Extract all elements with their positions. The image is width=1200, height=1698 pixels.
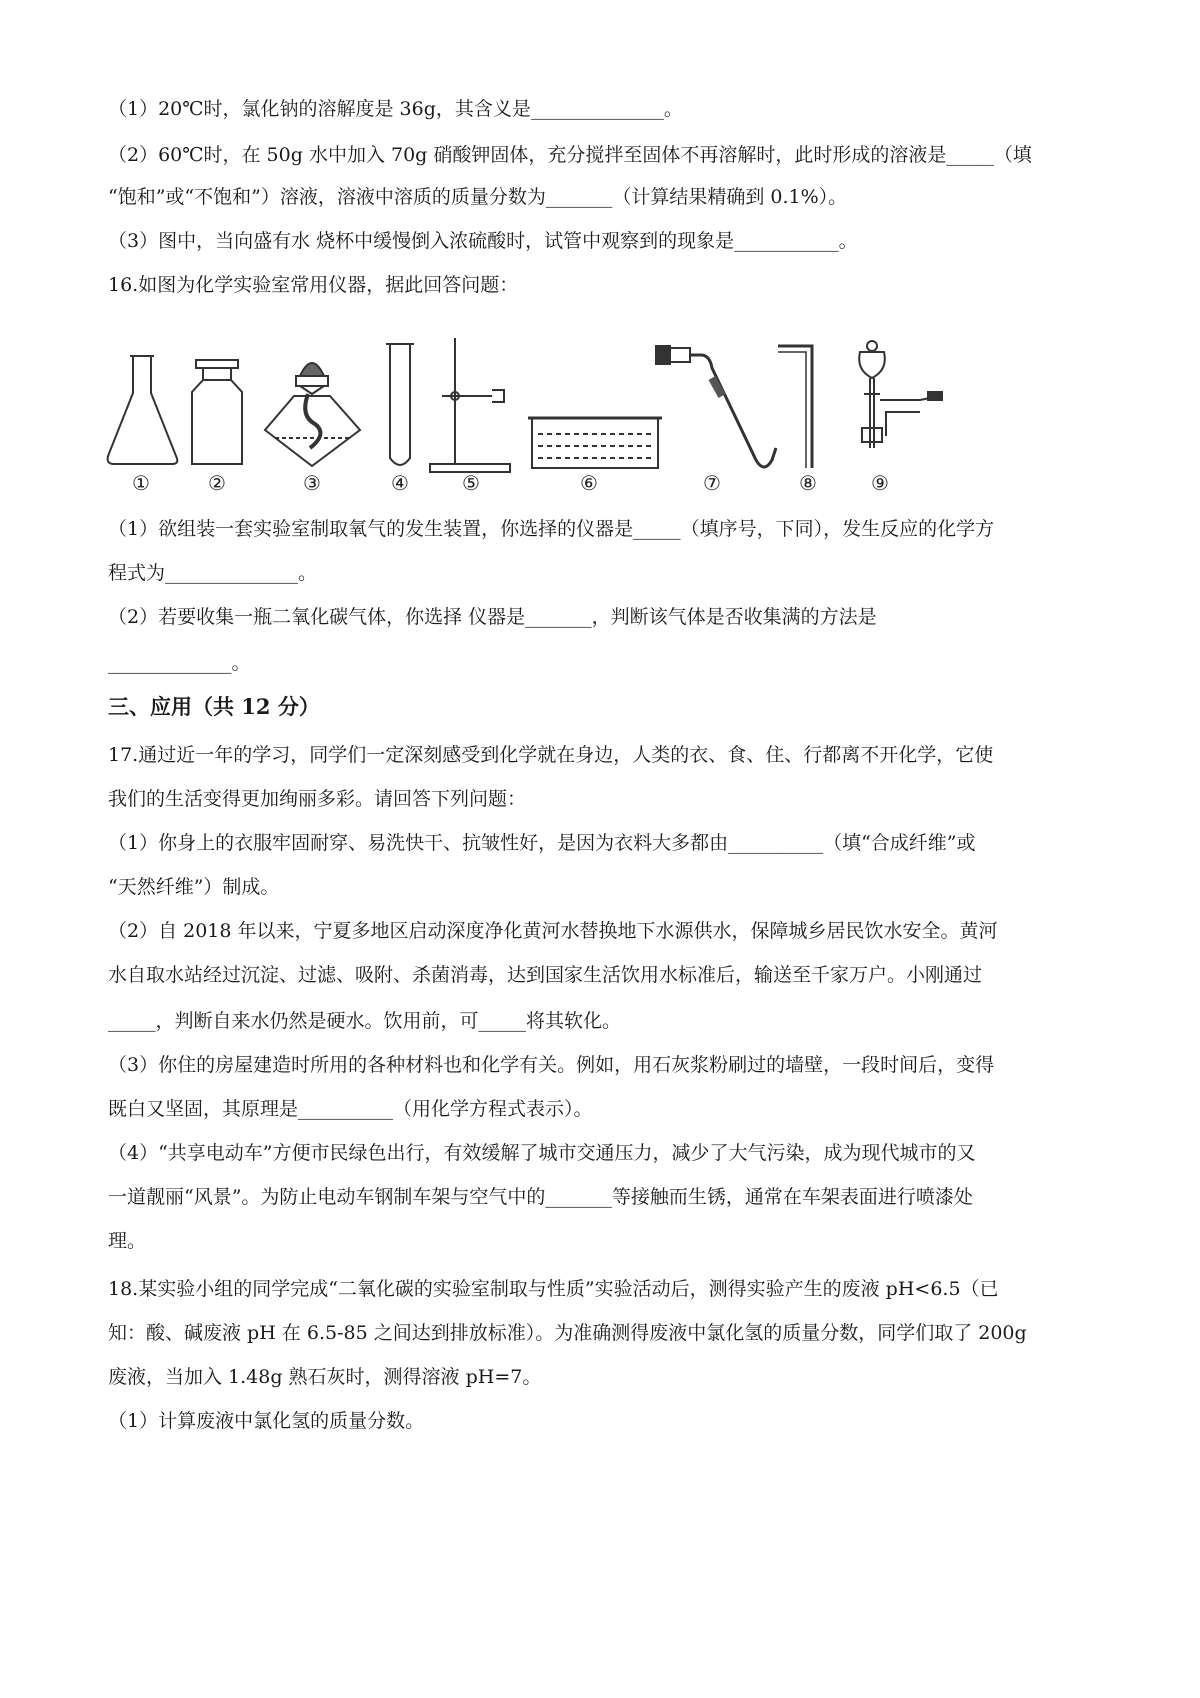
q16-part2-line2: _____________。 — [108, 652, 251, 674]
label-8: ⑧ — [799, 471, 817, 495]
q18-stem-line2: 知：酸、碱废液 pH 在 6.5-85 之间达到排放标准）。为准确测得废液中氯化氢的质量分数，同学们取了 200g — [108, 1322, 1027, 1344]
q16-part1-line1: （1）欲组装一套实验室制取氧气的发生装置，你选择的仪器是_____（填序号，下同），发生反应的化学方 — [108, 518, 995, 540]
q18-stem-line3: 废液，当加入 1.48g 熟石灰时，测得溶液 pH=7。 — [108, 1366, 542, 1388]
label-6: ⑥ — [580, 471, 598, 495]
q15-part3: （3）图中，当向盛有水 烧杯中缓慢倒入浓硫酸时，试管中观察到的现象是___________。 — [108, 230, 858, 252]
q17-part2-line3: _____，判断自来水仍然是硬水。饮用前，可_____将其软化。 — [108, 1010, 622, 1032]
q15-part2-line1: （2）60℃时，在 50g 水中加入 70g 硝酸钾固体，充分搅拌至固体不再溶解时，此时形成的溶液是_____（填 — [108, 144, 1032, 166]
label-7: ⑦ — [703, 471, 721, 495]
bent-glass-tube-icon — [778, 346, 812, 468]
delivery-tube-icon — [656, 346, 776, 467]
water-trough-icon — [528, 418, 662, 468]
label-9: ⑨ — [871, 471, 889, 495]
alcohol-lamp-icon — [265, 363, 360, 466]
q17-part2-line2: 水自取水站经过沉淀、过滤、吸附、杀菌消毒，达到国家生活饮用水标准后，输送至千家万户。小刚通过 — [108, 964, 983, 986]
q16-stem: 16.如图为化学实验室常用仪器，据此回答问题： — [108, 274, 519, 296]
q18-part1: （1）计算废液中氯化氢的质量分数。 — [108, 1410, 425, 1432]
q15-part1: （1）20℃时，氯化钠的溶解度是 36g，其含义是______________。 — [108, 98, 683, 120]
q16-part2-line1: （2）若要收集一瓶二氧化碳气体，你选择 仪器是_______，判断该气体是否收集满的方法是 — [108, 606, 877, 628]
lab-apparatus-figure — [100, 338, 1100, 538]
label-5: ⑤ — [462, 471, 480, 495]
q17-part4-line1: （4）“共享电动车”方便市民绿色出行，有效缓解了城市交通压力，减少了大气污染，成为现代城市的又 — [108, 1142, 976, 1164]
q15-part2-line2: “饱和”或“不饱和”）溶液，溶液中溶质的质量分数为_______（计算结果精确到 0.1%）。 — [108, 186, 848, 208]
q17-part2-line1: （2）自 2018 年以来，宁夏多地区启动深度净化黄河水替换地下水源供水，保障城乡居民饮水安全。黄河 — [108, 920, 998, 942]
conical-flask-icon — [108, 356, 178, 464]
section-heading: 三、应用（共 12 分） — [108, 694, 320, 719]
test-tube-icon — [386, 344, 414, 465]
q16-part1-line2: 程式为______________。 — [108, 562, 318, 584]
q17-part4-line3: 理。 — [108, 1230, 147, 1252]
gas-jar-icon — [192, 360, 242, 464]
label-1: ① — [132, 471, 150, 495]
q17-stem-line2: 我们的生活变得更加绚丽多彩。请回答下列问题： — [108, 788, 527, 810]
q17-stem-line1: 17.通过近一年的学习，同学们一定深刻感受到化学就在身边，人类的衣、食、住、行都离不开化学，它使 — [108, 744, 994, 766]
q17-part3-line1: （3）你住的房屋建造时所用的各种材料也和化学有关。例如，用石灰浆粉刷过的墙壁，一段时间后，变得 — [108, 1054, 995, 1076]
iron-stand-icon — [430, 338, 510, 472]
q18-stem-line1: 18.某实验小组的同学完成“二氧化碳的实验室制取与性质”实验活动后，测得实验产生的废液 pH<6.5（已 — [108, 1278, 999, 1300]
label-2: ② — [208, 471, 226, 495]
label-4: ④ — [391, 471, 409, 495]
q17-part1-line2: “天然纤维”）制成。 — [108, 876, 280, 898]
separatory-funnel-icon — [859, 341, 942, 448]
q17-part3-line2: 既白又坚固，其原理是__________（用化学方程式表示）。 — [108, 1098, 593, 1120]
q17-part4-line2: 一道靓丽“风景”。为防止电动车钢制车架与空气中的_______等接触而生锈，通常在车架表面进行喷漆处 — [108, 1186, 973, 1208]
label-3: ③ — [303, 471, 321, 495]
q17-part1-line1: （1）你身上的衣服牢固耐穿、易洗快干、抗皱性好，是因为衣料大多都由__________（填“合成纤维”或 — [108, 832, 976, 854]
